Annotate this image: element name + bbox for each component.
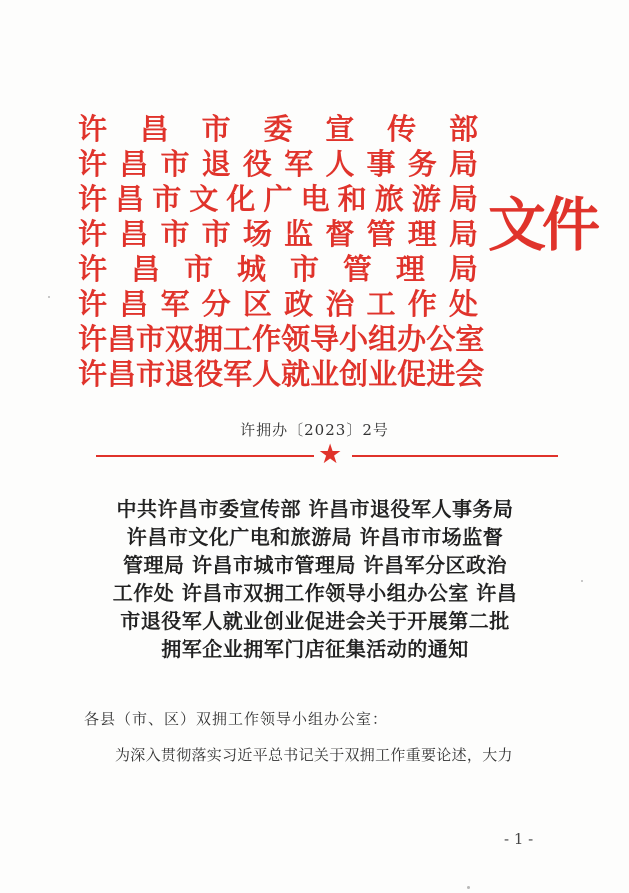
issuer-char: 组 — [368, 322, 398, 356]
issuer-name — [78, 147, 478, 182]
issuer-name — [78, 112, 478, 147]
issuer-char: 市 — [136, 357, 166, 391]
issuer-char: 区 — [242, 287, 272, 321]
issuer-char: 昌 — [119, 287, 149, 321]
issuer-char: 宣 — [325, 112, 355, 146]
issuer-char: 游 — [411, 182, 441, 216]
issuer-char: 工 — [223, 322, 253, 356]
issuer-char: 广 — [263, 182, 293, 216]
issuer-char: 退 — [165, 357, 195, 391]
title-line: 市退役军人就业创业促进会关于开展第二批 — [120, 609, 510, 633]
issuer-char: 理 — [407, 217, 437, 251]
issuer-char: 军 — [160, 287, 190, 321]
issuer-char: 督 — [325, 217, 355, 251]
issuer-char: 治 — [325, 287, 355, 321]
issuer-char: 役 — [194, 357, 224, 391]
issuer-char: 工 — [366, 287, 396, 321]
issuer-char: 市 — [160, 147, 190, 181]
issuer-char: 管 — [366, 217, 396, 251]
issuer-char: 进 — [426, 357, 456, 391]
issuer-char: 市 — [136, 322, 166, 356]
issuer-char: 军 — [223, 357, 253, 391]
title-line: 拥军企业拥军门店征集活动的通知 — [161, 637, 469, 661]
issuer-char: 昌 — [130, 252, 160, 286]
issuer-char: 昌 — [139, 112, 169, 146]
star-icon: ★ — [318, 439, 343, 470]
issuer-char: 人 — [325, 147, 355, 181]
issuer-char: 业 — [310, 357, 340, 391]
issuer-char: 和 — [337, 182, 367, 216]
issuer-char: 电 — [300, 182, 330, 216]
issuer-char: 市 — [201, 217, 231, 251]
issuer-char: 许 — [78, 357, 108, 391]
issuer-char: 昌 — [119, 147, 149, 181]
issuer-char: 室 — [455, 322, 485, 356]
issuer-char: 文 — [189, 182, 219, 216]
issuer-char: 场 — [242, 217, 272, 251]
issuer-char: 市 — [201, 112, 231, 146]
issuer-char: 昌 — [115, 182, 145, 216]
issuer-char: 作 — [407, 287, 437, 321]
issuer-char: 许 — [78, 252, 108, 286]
title-line: 中共许昌市委宣传部 许昌市退役军人事务局 — [116, 497, 514, 521]
red-separator-right — [352, 455, 558, 457]
issuer-char: 市 — [152, 182, 182, 216]
issuer-char: 分 — [201, 287, 231, 321]
red-separator-left — [96, 455, 314, 457]
issuer-char: 传 — [387, 112, 417, 146]
issuer-char: 会 — [455, 357, 485, 391]
issuer-char: 许 — [78, 112, 108, 146]
issuer-char: 务 — [407, 147, 437, 181]
issuer-char: 昌 — [119, 217, 149, 251]
issuer-char: 市 — [160, 217, 190, 251]
issuer-char: 政 — [284, 287, 314, 321]
issuer-char: 市 — [183, 252, 213, 286]
issuer-char: 导 — [310, 322, 340, 356]
document-number: 许拥办〔2023〕2号 — [240, 421, 389, 439]
issuer-char: 昌 — [107, 322, 137, 356]
document-title — [80, 495, 550, 663]
issuer-char: 委 — [263, 112, 293, 146]
issuer-char: 人 — [252, 357, 282, 391]
scan-speck — [48, 296, 50, 298]
issuer-char: 拥 — [194, 322, 224, 356]
issuer-char: 作 — [252, 322, 282, 356]
issuer-char: 许 — [78, 217, 108, 251]
issuer-char: 局 — [448, 147, 478, 181]
salutation: 各县（市、区）双拥工作领导小组办公室： — [84, 710, 389, 728]
issuer-char: 化 — [226, 182, 256, 216]
issuer-name — [78, 252, 478, 287]
issuer-char: 退 — [201, 147, 231, 181]
issuer-char: 许 — [78, 322, 108, 356]
issuer-char: 许 — [78, 182, 108, 216]
issuer-name — [78, 322, 485, 357]
issuer-char: 促 — [397, 357, 427, 391]
issuer-char: 公 — [426, 322, 456, 356]
issuer-char: 业 — [368, 357, 398, 391]
issuer-char: 管 — [342, 252, 372, 286]
issuer-char: 事 — [366, 147, 396, 181]
title-line: 许昌市文化广电和旅游局 许昌市市场监督 — [126, 525, 504, 549]
issuer-char: 创 — [339, 357, 369, 391]
issuer-char: 双 — [165, 322, 195, 356]
scan-speck — [467, 886, 470, 889]
issuer-name — [78, 217, 478, 252]
issuer-char: 理 — [395, 252, 425, 286]
issuer-char: 许 — [78, 287, 108, 321]
document-label: 文件 — [488, 191, 597, 259]
issuer-char: 局 — [448, 217, 478, 251]
issuer-char: 旅 — [374, 182, 404, 216]
issuer-char: 局 — [448, 252, 478, 286]
issuer-char: 役 — [242, 147, 272, 181]
page-number: - 1 - — [504, 830, 534, 848]
issuer-char: 办 — [397, 322, 427, 356]
issuer-char: 昌 — [107, 357, 137, 391]
issuer-name — [78, 182, 478, 217]
issuer-char: 军 — [284, 147, 314, 181]
issuing-organizations — [78, 112, 485, 392]
scan-speck — [581, 580, 583, 582]
title-line: 管理局 许昌市城市管理局 许昌军分区政治 — [123, 553, 507, 577]
issuer-char: 局 — [448, 182, 478, 216]
issuer-char: 许 — [78, 147, 108, 181]
issuer-name — [78, 287, 478, 322]
issuer-char: 处 — [448, 287, 478, 321]
issuer-char: 部 — [448, 112, 478, 146]
issuer-char: 监 — [284, 217, 314, 251]
issuer-char: 市 — [289, 252, 319, 286]
body-paragraph-first-line: 为深入贯彻落实习近平总书记关于双拥工作重要论述，大力 — [115, 746, 513, 764]
issuer-char: 城 — [236, 252, 266, 286]
issuer-char: 领 — [281, 322, 311, 356]
issuer-name — [78, 357, 485, 392]
issuer-char: 就 — [281, 357, 311, 391]
title-line: 工作处 许昌市双拥工作领导小组办公室 许昌 — [112, 581, 518, 605]
issuer-char: 小 — [339, 322, 369, 356]
